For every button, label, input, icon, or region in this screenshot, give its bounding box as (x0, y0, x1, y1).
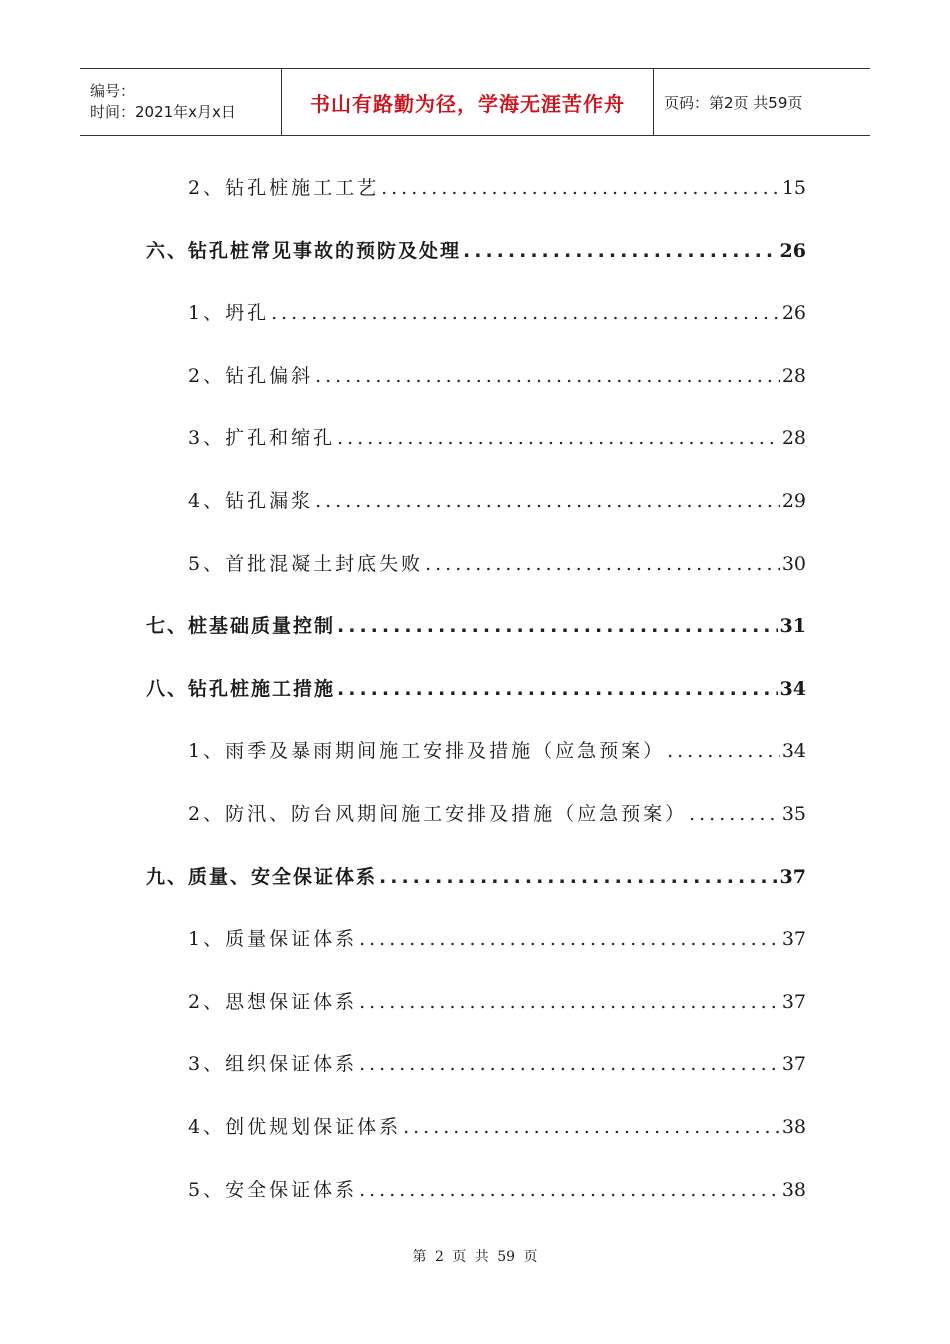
toc-section-entry[interactable] (188, 1112, 806, 1139)
toc-entry-page: 38 (781, 1116, 806, 1138)
toc-entry-title: 1、坍孔 (188, 302, 270, 325)
toc-entry-title: 5、安全保证体系 (188, 1178, 358, 1201)
toc-dot-leader (403, 1116, 780, 1138)
toc-entry-page: 26 (781, 302, 806, 325)
toc-dot-leader (271, 302, 780, 324)
toc-dot-leader (689, 803, 780, 825)
toc-section-entry[interactable] (188, 173, 806, 200)
toc-entry-page: 37 (779, 865, 806, 888)
toc-entry-page: 31 (779, 615, 806, 638)
toc-entry-page: 28 (781, 364, 806, 387)
toc-section-entry[interactable] (188, 987, 806, 1014)
toc-dot-leader (667, 740, 780, 762)
toc-section-entry[interactable] (188, 736, 806, 763)
toc-section-entry[interactable] (188, 1049, 806, 1076)
header-meta (80, 69, 282, 135)
toc-chapter-entry[interactable] (146, 674, 806, 701)
toc-entry-page: 37 (781, 928, 806, 951)
toc-dot-leader (463, 240, 778, 262)
page-footer: 第 2 页 共 59 页 (412, 1249, 538, 1265)
toc-entry-title: 2、钻孔桩施工工艺 (188, 177, 380, 199)
toc-entry-title: 4、钻孔漏浆 (188, 490, 314, 512)
header-page-info (654, 69, 870, 135)
toc-chapter-entry[interactable] (146, 236, 806, 263)
toc-entry-title: 3、组织保证体系 (188, 1053, 358, 1076)
toc-entry-title: 六、钻孔桩常见事故的预防及处理 (146, 239, 462, 262)
toc-dot-leader (337, 678, 778, 700)
toc-section-entry[interactable] (188, 1175, 806, 1202)
document-time: 时间：2021年x月x日 (90, 103, 236, 121)
toc-dot-leader (359, 928, 780, 950)
toc-section-entry[interactable] (188, 423, 806, 450)
toc-section-entry[interactable] (188, 799, 806, 826)
toc-section-entry[interactable] (188, 924, 806, 951)
toc-dot-leader (359, 1053, 780, 1075)
toc-dot-leader (359, 1179, 780, 1201)
toc-entry-title: 1、质量保证体系 (188, 928, 358, 951)
toc-entry-page: 26 (779, 239, 806, 262)
toc-entry-page: 28 (781, 427, 806, 450)
toc-dot-leader (425, 553, 780, 575)
toc-entry-page: 29 (781, 490, 806, 512)
toc-section-entry[interactable] (188, 361, 806, 388)
toc-section-entry[interactable] (188, 298, 806, 325)
document-number: 编号： (90, 82, 136, 100)
toc-dot-leader (315, 365, 780, 387)
toc-entry-title: 2、钻孔偏斜 (188, 364, 314, 387)
toc-entry-title: 九、质量、安全保证体系 (146, 865, 378, 888)
toc-dot-leader (337, 427, 780, 449)
toc-entry-page: 34 (781, 740, 806, 763)
toc-dot-leader (379, 866, 778, 888)
motto-text: 书山有路勤为径，学海无涯苦作舟 (310, 91, 625, 116)
toc-entry-page: 15 (781, 177, 806, 199)
toc-entry-title: 1、雨季及暴雨期间施工安排及措施（应急预案） (188, 740, 666, 763)
toc-entry-title: 4、创优规划保证体系 (188, 1116, 402, 1138)
toc-section-entry[interactable] (188, 549, 806, 576)
toc-entry-title: 2、思想保证体系 (188, 990, 358, 1013)
toc-chapter-entry[interactable] (146, 862, 806, 889)
toc-entry-page: 30 (781, 552, 806, 575)
toc-entry-title: 3、扩孔和缩孔 (188, 427, 336, 450)
page-info-text: 页码：第2页 共59页 (664, 93, 803, 112)
header-motto (282, 69, 654, 135)
toc-entry-title: 七、桩基础质量控制 (146, 615, 336, 638)
toc-entry-page: 38 (781, 1178, 806, 1201)
toc-entry-page: 34 (779, 677, 806, 700)
toc-entry-page: 35 (781, 803, 806, 825)
toc-dot-leader (359, 991, 780, 1013)
toc-entry-page: 37 (781, 1053, 806, 1076)
toc-dot-leader (381, 177, 780, 199)
toc-entry-title: 5、首批混凝土封底失败 (188, 552, 424, 575)
toc-section-entry[interactable] (188, 486, 806, 513)
page-header (80, 68, 870, 136)
toc-dot-leader (315, 490, 780, 512)
toc-entry-page: 37 (781, 990, 806, 1013)
toc-entry-title: 八、钻孔桩施工措施 (146, 677, 336, 700)
toc-chapter-entry[interactable] (146, 611, 806, 638)
toc-entry-title: 2、防汛、防台风期间施工安排及措施（应急预案） (188, 803, 688, 825)
toc-dot-leader (337, 615, 778, 637)
